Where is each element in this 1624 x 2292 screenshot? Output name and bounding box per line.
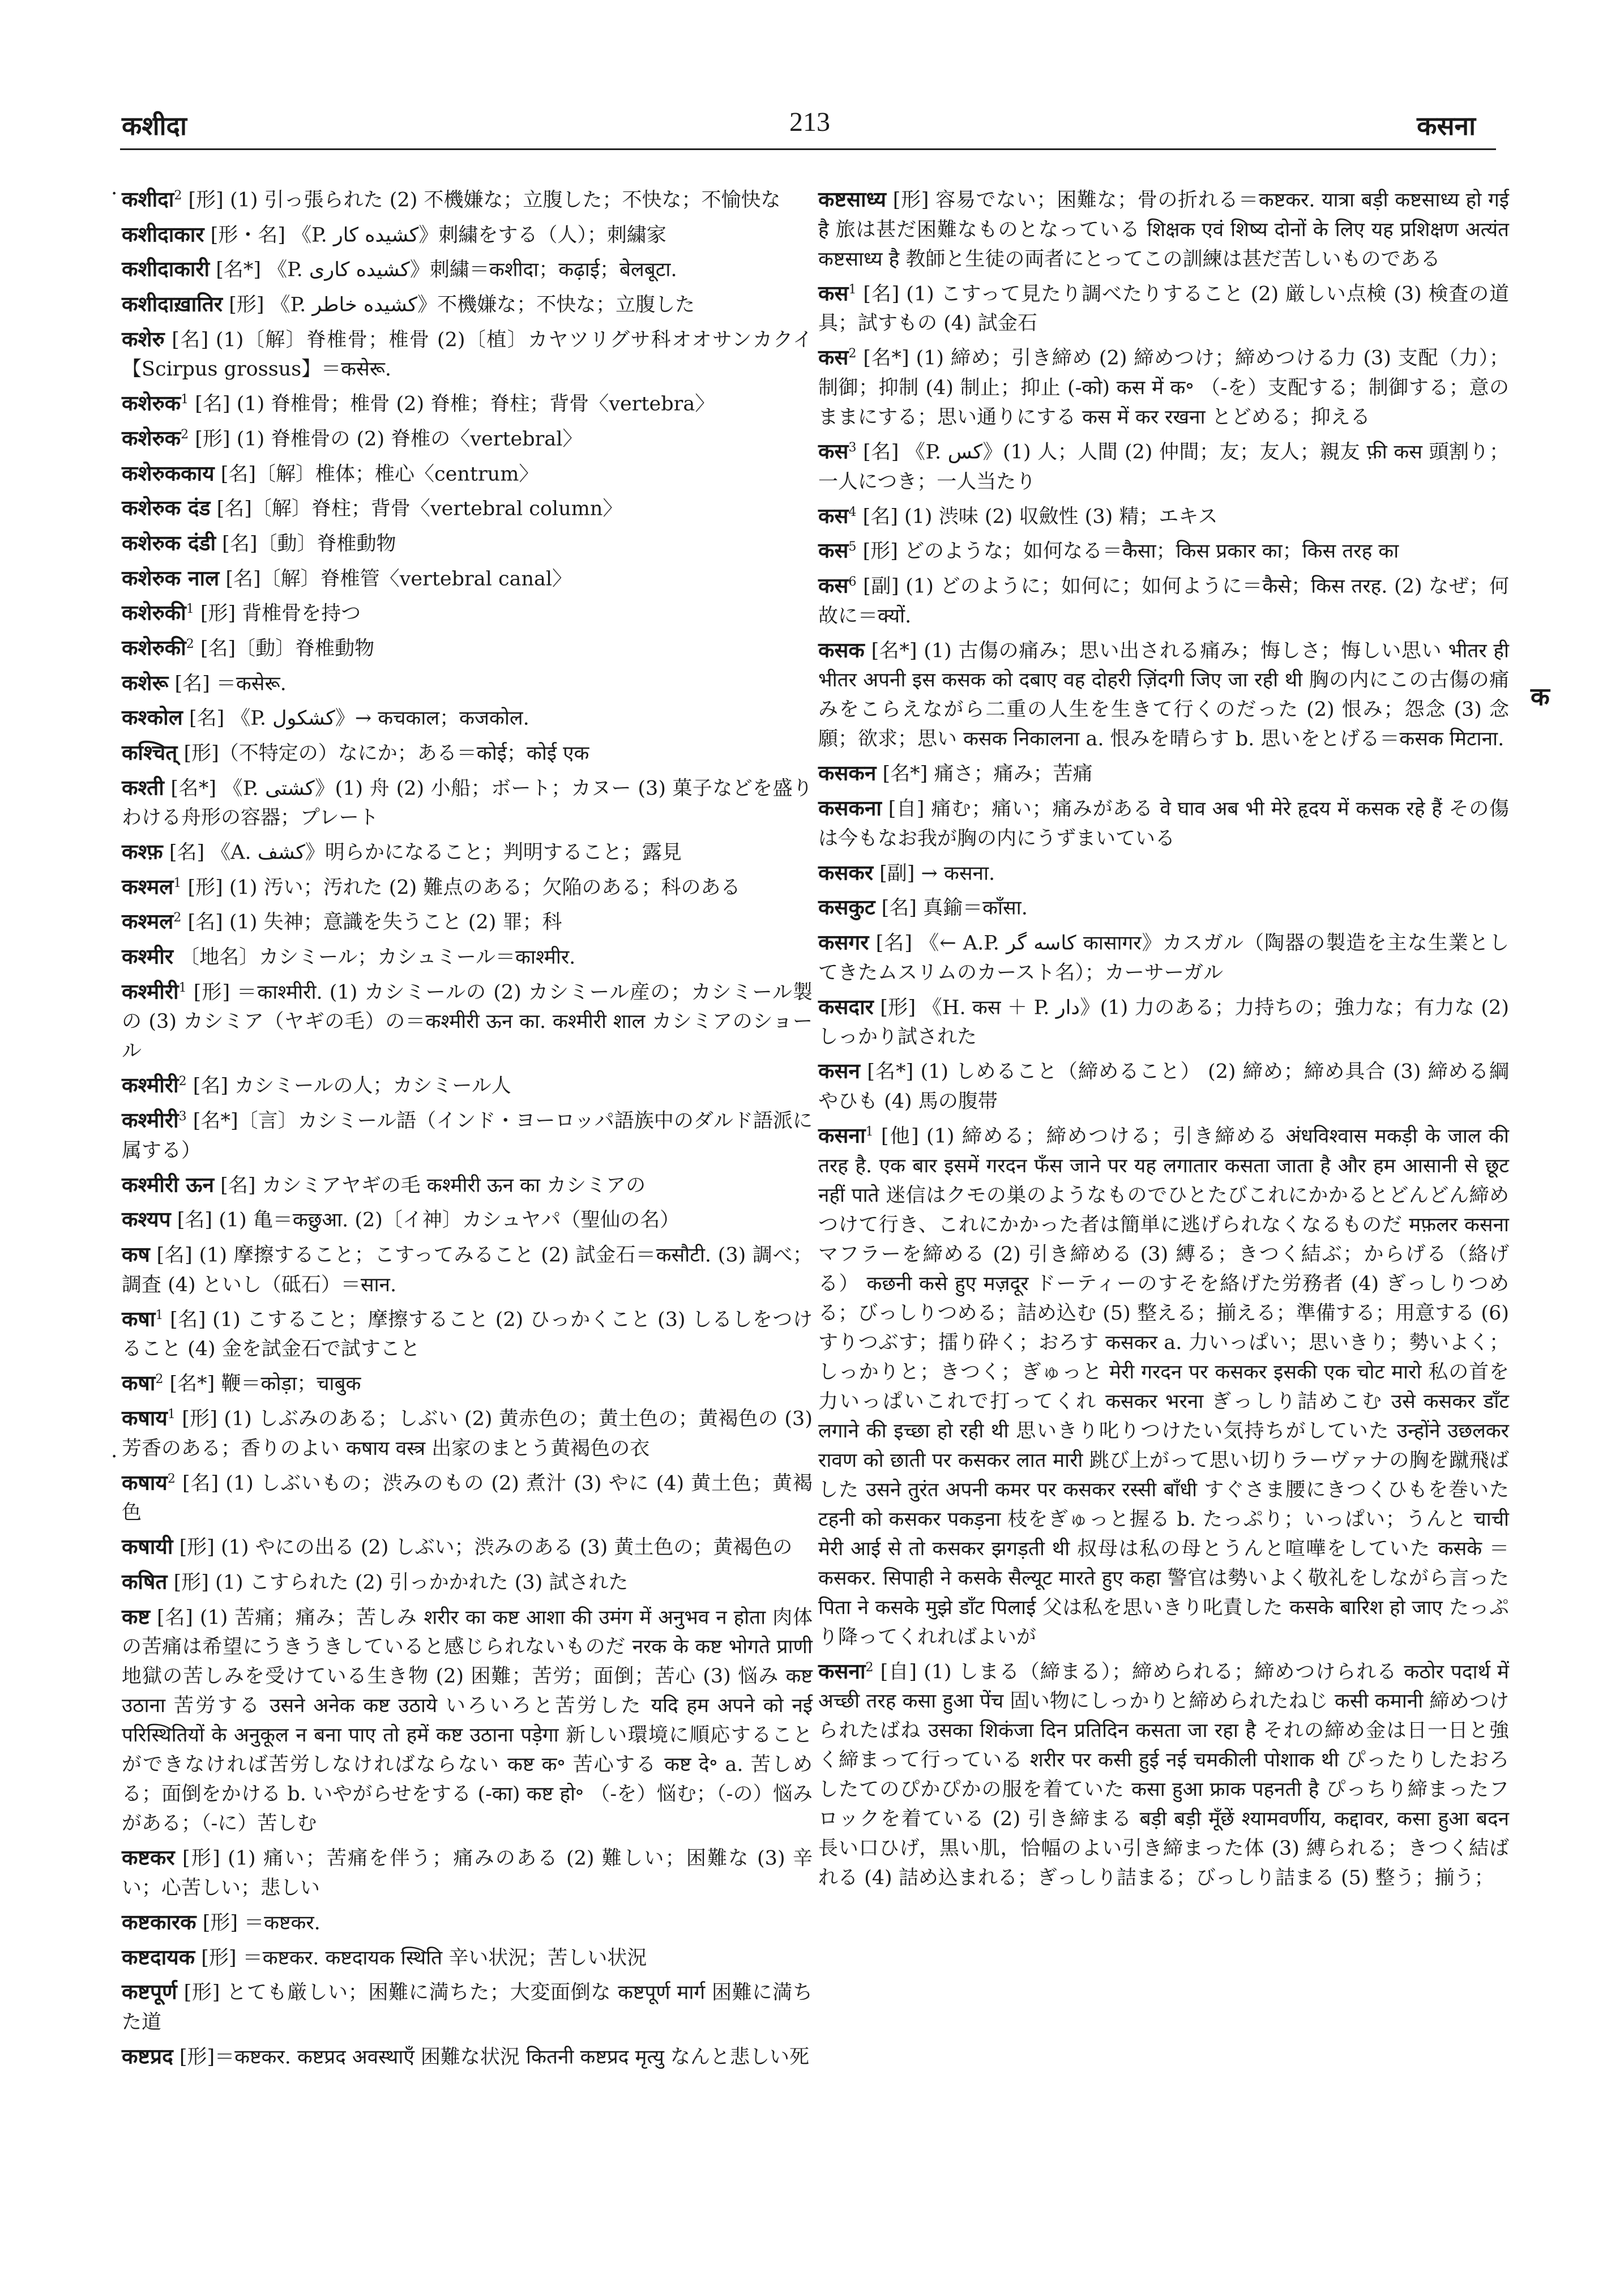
headword: कसगर [818, 930, 869, 955]
dictionary-entry [818, 855, 1509, 889]
headword: कस [818, 503, 849, 528]
definition: [名] 真鍮＝काँसा. [881, 897, 1028, 920]
homograph-number: 2 [848, 347, 857, 361]
headword: कश्ती [122, 775, 164, 800]
dictionary-entry [122, 525, 813, 559]
headword: कष्टदायक [122, 1945, 195, 1970]
side-index-letter: क [1531, 682, 1550, 711]
definition: [名] (1) 渋味 (2) 収斂性 (3) 精；エキス [862, 505, 1218, 528]
dictionary-entry [122, 251, 813, 285]
dictionary-entry [122, 321, 813, 385]
dictionary-entry [122, 595, 813, 629]
homograph-number: 2 [173, 911, 182, 925]
homograph-number: 3 [848, 440, 857, 455]
headword: कसदार [818, 995, 874, 1019]
definition: [名] (1) 失神；意識を失うこと (2) 罪；科 [187, 911, 562, 934]
headword: कष्टप्रद [122, 2044, 173, 2069]
definition: [形] (1) 汚い；汚れた (2) 難点のある；欠陥のある；科のある [187, 876, 741, 899]
definition: [名] (1) こすること；摩擦すること (2) ひっかくこと (3) しるしをつけること (4) 金を試金石で試すこと [122, 1308, 813, 1361]
definition: [名*] 《P. کشتی》(1) 舟 (2) 小船；ボート；カヌー (3) 菓子などを盛りわける舟形の容器；プレート [122, 777, 813, 830]
definition: [名]〔解〕脊柱；背骨〈vertebral column〉 [216, 497, 623, 520]
headword: कश्मीरी [122, 979, 179, 1004]
homograph-number: 2 [167, 1471, 176, 1486]
homograph-number: 2 [155, 1372, 164, 1387]
definition: [副] (1) どのように；如何に；如何ように＝कैसे；किस तरह. (2) なぜ；何故に＝क्यों. [818, 575, 1509, 628]
headword: कषायी [122, 1535, 173, 1559]
definition: [名] (1) こすって見たり調べたりすること (2) 厳しい点検 (3) 検査の道具；試すもの (4) 試金石 [818, 283, 1509, 335]
homograph-number: 4 [848, 505, 857, 519]
definition: [形] どのような；如何なる＝कैसा；किस प्रकार का；किस तरह का [862, 540, 1399, 563]
dictionary-entry [122, 770, 813, 833]
definition: [名] カシミアヤギの毛 कश्मीरी ऊन का カシミアの [220, 1174, 646, 1197]
dictionary-entry [818, 790, 1509, 853]
dictionary-entry [818, 1653, 1509, 1893]
definition: [形] ＝काश्मीरी. (1) カシミールの (2) カシミール産の；カシミール製の (3) カシミア（ヤギの毛）の＝कश्मीरी ऊन का. कश्मीरी शाल カシミアのショール [122, 981, 813, 1063]
headword: कष्टकर [122, 1845, 175, 1870]
headword: कशेरू [122, 671, 169, 695]
headword: कस [818, 538, 849, 563]
homograph-number: 2 [186, 637, 194, 651]
headword: कश्यप [122, 1207, 171, 1232]
headword: कशेरुक [122, 426, 181, 451]
homograph-number: 1 [173, 876, 182, 890]
dictionary-entry [122, 1839, 813, 1903]
definition: [名]〔動〕脊椎動物 [222, 532, 396, 556]
margin-mark: · [111, 182, 118, 206]
header-rule [120, 148, 1496, 150]
dictionary-entry [818, 567, 1509, 631]
definition: [形]（不特定の）なにか；ある＝कोई；कोई एक [183, 742, 589, 765]
dictionary-entry [818, 889, 1509, 923]
dictionary-entry [818, 181, 1509, 274]
definition: [名] カシミールの人；カシミール人 [193, 1075, 511, 1098]
definition: [名] (1) 脊椎骨；椎骨 (2) 脊椎；脊柱；背骨〈vertebra〉 [195, 392, 715, 416]
headword: कशीदा [122, 187, 174, 212]
headword: कष्टपूर्ण [122, 1979, 177, 2004]
definition: [名*] 《P. کشیده کاری》刺繍＝कशीदा；कढ़ाई；बेलबूटा. [216, 258, 677, 281]
margin-mark: · [111, 1445, 118, 1469]
definition: [形・名] 《P. کشیده کار》刺繍をする（人）；刺繍家 [210, 224, 666, 247]
homograph-number: 2 [174, 189, 182, 203]
definition: [名] 《A. کشف》明らかになること；判明すること；露見 [169, 841, 682, 864]
homograph-number: 1 [167, 1407, 176, 1422]
definition: 〔地名〕カシミール；カシュミール＝काश्मीर. [180, 946, 576, 969]
dictionary-entry [122, 869, 813, 903]
definition: [副] → कसना. [879, 862, 995, 885]
headword: कसकना [818, 796, 882, 821]
dictionary-entry [818, 632, 1509, 754]
headword: कशीदाख़ातिर [122, 292, 223, 317]
definition: [名] 《P. کس》(1) 人；人間 (2) 仲間；友；友人；親友 फ़ी कस 頭割り；一人につき；一人当たり [818, 441, 1509, 493]
dictionary-entry [122, 1301, 813, 1364]
headword: कषा [122, 1307, 156, 1331]
dictionary-entry [122, 1599, 813, 1839]
headword: कषाय [122, 1470, 168, 1495]
homograph-number: 1 [848, 282, 857, 297]
definition: [名] (1) 摩擦すること；こすってみること (2) 試金石＝कसौटी. (3) 調べ；調査 (4) といし（砥石）＝सान. [122, 1244, 813, 1296]
headword: कसना [818, 1123, 866, 1148]
dictionary-entry [122, 560, 813, 594]
homograph-number: 3 [178, 1109, 187, 1124]
headword: कष्टसाध्य [818, 187, 886, 212]
headword: कश्मीरी [122, 1108, 179, 1133]
dictionary-entry [818, 924, 1509, 988]
definition: [名] (1) 苦痛；痛み；苦しみ शरीर का कष्ट आशा की उमंग में अनुभव न होता 肉体の苦痛は希望にうきうきしていると感じられないものだ नरक के कष्ट भोगते प्राणी 地獄の苦しみを受けている生き物 (2) 困難；苦労；面倒；苦心 (3) 悩み कष्ट उठाना 苦労する उसने अनेक कष्ट उठाये いろいろと苦労した यदि हम अपने को नई परिस्थितियों के अनुकूल न बना पाए तो हमें कष्ट उठाना पड़ेगा 新しい環境に順応することができなければ苦労しなければならない कष्ट क॰ 苦心する कष्ट दे॰ a. 苦しめる；面倒をかける b. いやがらせをする (-का) कष्ट हो॰ （-を）悩む；（-の）悩みがある；（-に）苦しむ [122, 1606, 813, 1836]
definition: [他] (1) 締める；締めつける；引き締める अंधविश्वास मकड़ी के जाल की तरह है. एक बार इसमें गरदन फँस जाने पर यह लगातार कसता जाता है और हम आसानी से छूट नहीं पाते 迷信はクモの巣のようなものでひとたびこれにかかるとどんどん締めつけて行き、これにかかった者は簡単に逃げられなくなるものだ मफ़लर कसना マフラーを締める (2) 引き締める (3) 縛る；きつく結ぶ；からげる（絡げる） कछनी कसे हुए मज़दूर ドーティーのすそを絡げた労務者 (4) ぎっしりつめる；びっしりつめる；詰め込む (5) 整える；揃える；準備する；用意する (6) すりつぶす；擂り砕く；おろす कसकर a. 力いっぱい；思いきり；勢いよく；しっかりと；きつく；ぎゅっと मेरी गरदन पर कसकर इसकी एक चोट मारो 私の首を力いっぱいこれで打ってくれ कसकर भरना ぎっしり詰めこむ उसे कसकर डाँट लगाने की इच्छा हो रही थी 思いきり叱りつけたい気持ちがしていた उन्होंने उछलकर रावण को छाती पर कसकर लात मारी 跳び上がって思い切りラーヴァナの胸を蹴飛ばした उसने तुरंत अपनी कमर पर कसकर रस्सी बाँधी すぐさま腰にきつくひもを巻いた टहनी को कसकर पकड़ना 枝をぎゅっと握る b. たっぷり；いっぱい；うんと चाची मेरी आई से तो कसकर झगड़ती थी 叔母は私の母とうんと喧嘩をしていた कसके ＝कसकर. सिपाही ने कसके सैल्यूट मारते हुए कहा 警官は勢いよく敬礼をしながら言った पिता ने कसके मुझे डाँट पिलाई 父は私を思いきり叱責した कसके बारिश हो जाए たっぷり降ってくれればよいが [818, 1125, 1509, 1649]
headword: कस [818, 281, 849, 306]
dictionary-entry [122, 455, 813, 489]
dictionary-entry [122, 938, 813, 972]
dictionary-entry [122, 1465, 813, 1528]
definition: [名]〔動〕脊椎動物 [200, 637, 375, 660]
headword: कश्मल [122, 910, 174, 934]
dictionary-entry [818, 275, 1509, 339]
dictionary-entry [122, 974, 813, 1066]
headword: कषित [122, 1569, 168, 1594]
homograph-number: 2 [178, 1074, 187, 1089]
dictionary-entry [122, 1974, 813, 2037]
dictionary-entry [818, 498, 1509, 532]
definition: [自] 痛む；痛い；痛みがある वे घाव अब भी मेरे हृदय में कसक रहे हैं その傷は今もなお我が胸の内にうずまいている [818, 797, 1509, 850]
headword: कशेरुकी [122, 600, 186, 625]
definition: [名] ＝कसेरू. [174, 672, 287, 695]
dictionary-entry [818, 339, 1509, 432]
right-column [818, 181, 1509, 1894]
dictionary-entry [818, 433, 1509, 497]
headword: कश्चित् [122, 740, 178, 765]
dictionary-entry [122, 1102, 813, 1166]
dictionary-entry [818, 1117, 1509, 1652]
definition: [形] 《H. कस ＋ P. دار》(1) 力のある；力持ちの；強力な；有力な (2) しっかり試された [818, 996, 1509, 1049]
definition: [名*] (1) 締め；引き締め (2) 締めつけ；締めつける力 (3) 支配（力）；制御；抑制 (4) 制止；抑止 (-को) कस में क॰ （-を）支配する；制御する；意のままにする；思い通りにする कस में कर रखना とどめる；抑える [818, 347, 1509, 429]
definition: [形] (1) 脊椎骨の (2) 脊椎の〈vertebral〉 [195, 428, 583, 451]
headword: कसकन [818, 761, 877, 786]
definition: [形] (1) こすられた (2) 引っかかれた (3) 試された [173, 1571, 629, 1594]
definition: [名*] 鞭＝कोड़ा；चाबुक [169, 1373, 361, 1396]
definition: [名] (1) しぶいもの；渋みのもの (2) 煮汁 (3) やに (4) 黄土色；黄褐色 [122, 1472, 813, 1525]
headword: कशेरुक नाल [122, 566, 220, 591]
dictionary-entry [122, 665, 813, 699]
definition: [形]＝कष्टकर. कष्टप्रद अवस्थाएँ 困難な状況 कितनी कष्टप्रद मृत्यु なんと悲しい死 [179, 2046, 810, 2069]
definition: [名]〔解〕脊椎管〈vertebral canal〉 [225, 567, 572, 591]
homograph-number: 5 [848, 540, 857, 554]
definition: [名*] 痛さ；痛み；苦痛 [882, 762, 1093, 786]
dictionary-entry [818, 1053, 1509, 1116]
headword: कश्मीरी [122, 1073, 179, 1098]
dictionary-entry [122, 1067, 813, 1101]
running-head-right: कसना [1417, 110, 1476, 141]
definition: [形] ＝कष्टकर. [202, 1911, 320, 1935]
definition: [名*]〔言〕カシミール語（インド・ヨーロッパ語族中のダルド語派に属する） [122, 1109, 813, 1162]
homograph-number: 2 [181, 427, 189, 442]
page-number: 213 [789, 107, 830, 137]
dictionary-entry [122, 420, 813, 454]
headword: कश्मीरी ऊन [122, 1172, 215, 1197]
homograph-number: 1 [178, 980, 187, 995]
dictionary-entry [122, 699, 813, 733]
dictionary-entry [122, 1365, 813, 1399]
headword: कसन [818, 1058, 860, 1083]
dictionary-entry [818, 532, 1509, 566]
dictionary-entry [818, 755, 1509, 789]
running-head-left: कशीदा [122, 110, 187, 141]
definition: [形] ＝कष्टकर. कष्टदायक स्थिति 辛い状況；苦しい状況 [201, 1947, 647, 1970]
dictionary-entry [122, 490, 813, 524]
definition: [名] (1) 亀＝कछुआ. (2)〔イ神〕カシュヤパ（聖仙の名） [177, 1209, 680, 1232]
headword: कशेरुक दंड [122, 496, 211, 520]
dictionary-entry [122, 1167, 813, 1201]
dictionary-entry [122, 1236, 813, 1300]
definition: [名*] (1) しめること（締めること） (2) 締め；締め具合 (3) 締める綱やひも (4) 馬の腹帯 [818, 1060, 1509, 1113]
definition: [自] (1) しまる（締まる）；締められる；締めつけられる कठोर पदार्थ में अच्छी तरह कसा हुआ पेंच 固い物にしっかりと締められたねじ कसी कमानी 締めつけられたばね उसका शिकंजा दिन प्रतिदिन कसता जा रहा है それの締め金は日一日と強く締まって行っている शरीर पर कसी हुई नई चमकीली पोशाक थी ぴったりしたおろしたてのぴかぴかの服を着ていた कसा हुआ फ्राक पहनती है ぴっちり締まったフロックを着ている (2) 引き締まる बड़ी बड़ी मूँछें श्यामवर्णीय, कद्दावर, कसा हुआ बदन 長い口ひげ，黒い肌，恰幅のよい引き締まった体 (3) 縛られる；きつく結ばれる (4) 詰め込まれる；ぎっしり詰まる；びっしり詰まる (5) 整う；揃う； [818, 1661, 1509, 1890]
headword: कशेरुक [122, 391, 181, 416]
headword: कश्मीर [122, 944, 173, 969]
dictionary-entry [122, 735, 813, 769]
homograph-number: 6 [848, 574, 857, 589]
headword: कसकर [818, 860, 873, 885]
definition: [形] (1) しぶみのある；しぶい (2) 黄赤色の；黄土色の；黄褐色の (3) 芳香のある；香りのよい कषाय वस्त्र 出家のまとう黄褐色の衣 [122, 1407, 813, 1460]
definition: [形] (1) 痛い；苦痛を伴う；痛みのある (2) 難しい；困難な (3) 辛い；心苦しい；悲しい [122, 1847, 813, 1900]
dictionary-entry [122, 630, 813, 664]
definition: [名]〔解〕椎体；椎心〈centrum〉 [220, 463, 539, 486]
dictionary-entry [122, 286, 813, 320]
headword: कषा [122, 1371, 156, 1396]
headword: कशेरु [122, 327, 165, 352]
definition: [名] 《← A.P. کاسه گر कासागर》カスガル（陶器の製造を主な生業としてきたムスリムのカースト名）；カーサーガル [818, 932, 1509, 984]
dictionary-entry [122, 2038, 813, 2072]
dictionary-entry [122, 385, 813, 419]
left-column [122, 181, 813, 2073]
headword: कस [818, 573, 849, 598]
headword: कश्फ़ [122, 839, 163, 864]
homograph-number: 2 [865, 1660, 874, 1675]
headword: कसकुट [818, 895, 875, 920]
dictionary-entry [122, 903, 813, 937]
dictionary-entry [122, 1201, 813, 1235]
definition: [形] 《P. کشیده خاطر》不機嫌な；不快な；立腹した [229, 293, 695, 317]
headword: कश्कोल [122, 705, 183, 730]
headword: कसक [818, 638, 865, 663]
dictionary-entry [122, 1564, 813, 1598]
dictionary-entry [122, 834, 813, 868]
dictionary-entry [122, 1939, 813, 1973]
definition: [形] 背椎骨を持つ [200, 602, 361, 625]
dictionary-entry [122, 181, 813, 215]
definition: [形] (1) やにの出る (2) しぶい；渋みのある (3) 黄土色の；黄褐色の [179, 1536, 793, 1559]
dictionary-entry [818, 989, 1509, 1052]
headword: कशीदाकारी [122, 257, 210, 281]
homograph-number: 1 [186, 602, 194, 617]
headword: कष्ट [122, 1604, 151, 1629]
dictionary-entry [122, 1529, 813, 1563]
headword: कष [122, 1242, 150, 1267]
headword: कशीदाकार [122, 222, 204, 247]
dictionary-entry [122, 1400, 813, 1463]
headword: कशेरुक दंडी [122, 531, 216, 556]
homograph-number: 1 [155, 1308, 164, 1322]
headword: कशेरुककाय [122, 461, 215, 486]
dictionary-entry [122, 1904, 813, 1938]
headword: कशेरुकी [122, 635, 186, 660]
headword: कस [818, 345, 849, 370]
definition: [名] 《P. کشکول》→ कचकाल；कजकोल. [189, 707, 529, 730]
definition: [名] (1)〔解〕脊椎骨；椎骨 (2)〔植〕カヤツリグサ科オオサンカクイ【Scirpus grossus】＝कसेरू. [122, 328, 813, 381]
definition: [名*] (1) 古傷の痛み；思い出される痛み；悔しさ；悔しい思い भीतर ही भीतर अपनी इस कसक को दबाए वह दोहरी ज़िंदगी जिए जा रही थी 胸の内にこの古傷の痛みをこらえながら二重の人生を生きて行くのだった (2) 恨み；怨念 (3) 念願；欲求；思い कसक निकालना a. 恨みを晴らす b. 思いをとげる＝कसक मिटाना. [818, 639, 1509, 751]
headword: कषाय [122, 1406, 168, 1431]
headword: कष्टकारक [122, 1910, 196, 1935]
definition: [形] (1) 引っ張られた (2) 不機嫌な；立腹した；不快な；不愉快な [188, 189, 781, 212]
definition: [形] とても厳しい；困難に満ちた；大変面倒な कष्टपूर्ण मार्ग 困難に満ちた道 [122, 1981, 813, 2034]
headword: कसना [818, 1659, 866, 1684]
headword: कश्मल [122, 874, 174, 899]
homograph-number: 1 [181, 392, 189, 407]
definition: [形] 容易でない；困難な；骨の折れる＝कष्टकर. यात्रा बड़ी कष्टसाध्य हो गई है 旅は甚だ困難なものとなっている शिक्षक एवं शिष्य दोनों के लिए यह प्रशिक्षण अत्यंत कष्टसाध्य है 教師と生徒の両者にとってこの訓練は甚だ苦しいものである [818, 189, 1509, 271]
homograph-number: 1 [865, 1124, 874, 1139]
dictionary-entry [122, 216, 813, 250]
headword: कस [818, 439, 849, 464]
